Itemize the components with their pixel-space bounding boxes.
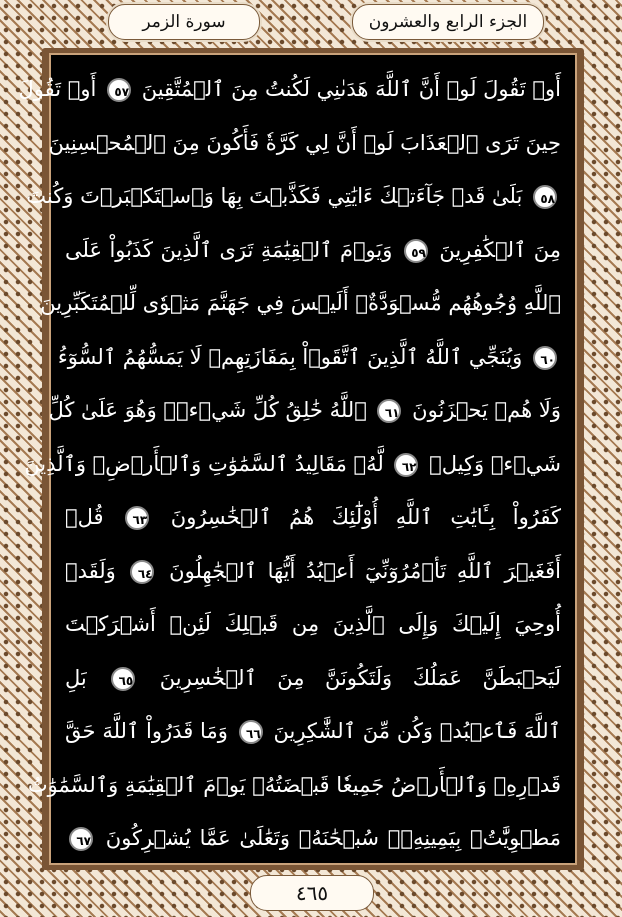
ayah-number-marker: ٦٦ [239,720,263,744]
verse-line [26,168,561,224]
ayah-number-marker: ٥٨ [533,185,557,209]
verse-text: لَيَحۡبَطَنَّ عَمَلُكَ وَلَتَكُونَنَّ مِنَ ٱلۡخَٰسِرِينَ [159,665,561,690]
verse-line [65,596,561,652]
ayah-number-marker: ٦٥ [111,667,135,691]
verse-text: وَلَقَدۡ [65,558,116,583]
verse-text: ٱللَّهِ وُجُوهُهُم مُّسۡوَدَّةٌۚ أَلَيۡسَ فِي جَهَنَّمَ مَثۡوٗى لِّلۡمُتَكَبِّرِينَ [40,291,561,315]
juz-title [352,4,544,40]
verse-line [65,810,561,866]
verse-line [57,329,561,385]
verse-line [40,275,561,331]
verse-line [65,543,561,599]
verse-text: بَلِ [65,665,87,690]
verse-text: قُلۡ [65,505,104,529]
ayah-number-marker: ٦٧ [69,827,93,851]
verse-text: مِنَ ٱلۡكَٰفِرِينَ [439,237,561,262]
verse-text: وَلَا هُمۡ يَحۡزَنُونَ [412,398,561,422]
ayah-number-marker: ٥٩ [404,239,428,263]
verse-text: أَوۡ تَقُولَ لَوۡ أَنَّ ٱللَّهَ هَدَىٰنِي لَكُنتُ مِنَ ٱلۡمُتَّقِينَ [141,77,561,101]
verse-text: حِينَ تَرَى ٱلۡعَذَابَ لَوۡ أَنَّ لِي كَرَّةٗ فَأَكُونَ مِنَ ٱلۡمُحۡسِنِينَ [48,130,561,155]
verse-text: ٱللَّهَ فَٱعۡبُدۡ وَكُن مِّنَ ٱلشَّٰكِرِينَ [273,719,561,743]
page-number-label: ٤٦٥ [295,881,329,905]
verse-text: أُوحِيَ إِلَيۡكَ وَإِلَى ٱلَّذِينَ مِن قَبۡلِكَ لَئِنۡ أَشۡرَكۡتَ [65,612,561,636]
ayah-number-marker: ٦٢ [394,453,418,477]
verse-text: بَلَىٰ قَدۡ جَآءَتۡكَ ءَايَٰتِي فَكَذَّبۡتَ بِهَا وَٱسۡتَكۡبَرۡتَ وَكُنتَ [26,184,523,208]
verse-line [48,115,561,171]
verse-line [24,436,561,492]
verse-line [65,222,561,278]
verse-text: وَيُنَجِّي ٱللَّهُ ٱلَّذِينَ ٱتَّقَوۡاْ بِمَفَازَتِهِمۡ لَا يَمَسُّهُمُ ٱلسُّوٓءُ [57,344,523,369]
verse-line [27,757,561,813]
verse-line [65,489,561,545]
verse-line [18,61,561,117]
ayah-number-marker: ٦٤ [130,560,154,584]
quran-text-panel [18,53,577,865]
verse-text: أَوۡ تَقُولَ [18,77,97,101]
verse-text: لَّهُۥ مَقَالِيدُ ٱلسَّمَٰوَٰتِ وَٱلۡأَرۡضِۗ وَٱلَّذِينَ [24,451,384,476]
verse-line [65,650,561,706]
verse-text: قَدۡرِهِۦ وَٱلۡأَرۡضُ جَمِيعٗا قَبۡضَتُهُۥ يَوۡمَ ٱلۡقِيَٰمَةِ وَٱلسَّمَٰوَٰتُ [27,772,561,797]
verse-text: ٱللَّهُ خَٰلِقُ كُلِّ شَيۡءٖۖ وَهُوَ عَلَىٰ كُلِّ [48,398,367,422]
verse-text: وَيَوۡمَ ٱلۡقِيَٰمَةِ تَرَى ٱلَّذِينَ كَذَبُواْ عَلَى [65,237,393,262]
surah-title [108,4,260,40]
page-number [250,875,374,911]
surah-label: سورة الزمر [142,12,226,32]
ayah-number-marker: ٦١ [377,399,401,423]
verse-line [48,382,561,438]
verse-line [65,703,561,759]
ayah-number-marker: ٥٧ [107,78,131,102]
verse-text: وَمَا قَدَرُواْ ٱللَّهَ حَقَّ [65,719,228,743]
verse-text: شَيۡءٖ وَكِيلٞ [429,451,561,476]
juz-label: الجزء الرابع والعشرون [368,12,528,32]
verse-text: مَطۡوِيَّٰتُۢ بِيَمِينِهِۦۚ سُبۡحَٰنَهُۥ وَتَعَٰلَىٰ عَمَّا يُشۡرِكُونَ [105,826,561,850]
ayah-number-marker: ٦٣ [125,506,149,530]
verse-text: أَفَغَيۡرَ ٱللَّهِ تَأۡمُرُوٓنِّيٓ أَعۡبُدُ أَيُّهَا ٱلۡجَٰهِلُونَ [169,558,561,583]
ayah-number-marker: ٦٠ [533,346,557,370]
verse-text: كَفَرُواْ بِـَٔايَٰتِ ٱللَّهِ أُوْلَٰٓئِكَ هُمُ ٱلۡخَٰسِرُونَ [170,505,561,529]
